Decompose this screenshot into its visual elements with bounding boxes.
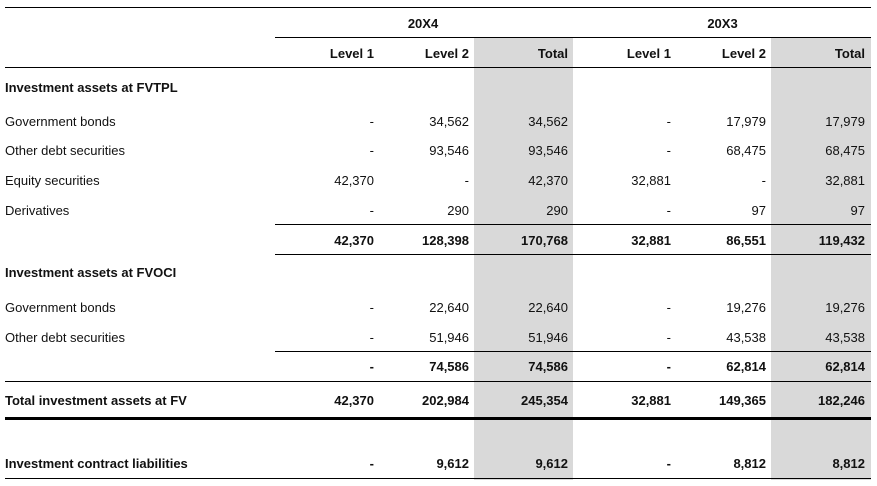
- cell-value: -: [666, 114, 671, 129]
- total-top-rule: [5, 381, 871, 382]
- col-header-level1-20x4: Level 1: [329, 46, 374, 61]
- total-column-shade-20x4: [474, 38, 573, 480]
- cell-value: 97: [751, 203, 766, 218]
- cell-value: -: [666, 330, 671, 345]
- row-label: Government bonds: [5, 300, 116, 315]
- col-header-total-20x4: Total: [537, 46, 568, 61]
- total-bottom-rule: [5, 417, 871, 420]
- cell-value: -: [666, 359, 671, 374]
- section-title-fvoci: Investment assets at FVOCI: [5, 265, 177, 280]
- cell-value: -: [761, 173, 766, 188]
- fvtpl-subtotal-top-rule: [275, 224, 871, 225]
- liabilities-label: Investment contract liabilities: [5, 456, 188, 471]
- cell-value: -: [666, 456, 671, 471]
- cell-value: 74,586: [429, 359, 469, 374]
- cell-value: 42,370: [528, 173, 568, 188]
- cell-value: -: [369, 359, 374, 374]
- cell-value: 32,881: [631, 233, 671, 248]
- row-label: Government bonds: [5, 114, 116, 129]
- cell-value: 8,812: [733, 456, 766, 471]
- cell-value: 32,881: [631, 173, 671, 188]
- total-column-shade-20x3: [771, 38, 871, 480]
- cell-value: 42,370: [334, 393, 374, 408]
- col-header-level1-20x3: Level 1: [626, 46, 671, 61]
- cell-value: 93,546: [528, 143, 568, 158]
- cell-value: -: [369, 456, 374, 471]
- cell-value: 22,640: [528, 300, 568, 315]
- cell-value: 32,881: [631, 393, 671, 408]
- cell-value: 17,979: [726, 114, 766, 129]
- cell-value: 19,276: [825, 300, 865, 315]
- cell-value: 51,946: [429, 330, 469, 345]
- cell-value: -: [369, 330, 374, 345]
- cell-value: 34,562: [528, 114, 568, 129]
- cell-value: 8,812: [832, 456, 865, 471]
- cell-value: 170,768: [521, 233, 568, 248]
- cell-value: 9,612: [535, 456, 568, 471]
- cell-value: 17,979: [825, 114, 865, 129]
- year-header-20x4: 20X4: [407, 16, 439, 31]
- col-header-total-20x3: Total: [834, 46, 865, 61]
- cell-value: 74,586: [528, 359, 568, 374]
- row-label: Other debt securities: [5, 143, 125, 158]
- cell-value: -: [369, 203, 374, 218]
- cell-value: 202,984: [422, 393, 469, 408]
- cell-value: -: [369, 300, 374, 315]
- cell-value: 290: [447, 203, 469, 218]
- cell-value: 9,612: [436, 456, 469, 471]
- cell-value: 62,814: [726, 359, 766, 374]
- cell-value: 42,370: [334, 173, 374, 188]
- col-header-level2-20x4: Level 2: [424, 46, 469, 61]
- cell-value: -: [666, 143, 671, 158]
- cell-value: 86,551: [726, 233, 766, 248]
- cell-value: 68,475: [726, 143, 766, 158]
- cell-value: 32,881: [825, 173, 865, 188]
- cell-value: 149,365: [719, 393, 766, 408]
- top-rule: [5, 7, 871, 8]
- cell-value: 42,370: [334, 233, 374, 248]
- header-rule: [5, 67, 871, 68]
- cell-value: 51,946: [528, 330, 568, 345]
- fvoci-subtotal-top-rule: [275, 351, 871, 352]
- cell-value: 43,538: [726, 330, 766, 345]
- cell-value: 34,562: [429, 114, 469, 129]
- cell-value: 19,276: [726, 300, 766, 315]
- row-label: Other debt securities: [5, 330, 125, 345]
- cell-value: -: [666, 300, 671, 315]
- cell-value: 62,814: [825, 359, 865, 374]
- cell-value: 22,640: [429, 300, 469, 315]
- cell-value: -: [464, 173, 469, 188]
- liabilities-bottom-rule: [5, 478, 871, 479]
- cell-value: 245,354: [521, 393, 568, 408]
- cell-value: -: [369, 114, 374, 129]
- cell-value: -: [666, 203, 671, 218]
- total-label: Total investment assets at FV: [5, 393, 187, 408]
- cell-value: 97: [850, 203, 865, 218]
- year-header-20x3: 20X3: [707, 16, 738, 31]
- col-header-level2-20x3: Level 2: [721, 46, 766, 61]
- cell-value: -: [369, 143, 374, 158]
- cell-value: 128,398: [422, 233, 469, 248]
- fvtpl-subtotal-bottom-rule: [275, 254, 871, 255]
- cell-value: 290: [546, 203, 568, 218]
- cell-value: 119,432: [818, 233, 865, 248]
- year-rule: [275, 37, 871, 38]
- cell-value: 68,475: [825, 143, 865, 158]
- row-label: Equity securities: [5, 173, 100, 188]
- cell-value: 43,538: [825, 330, 865, 345]
- row-label: Derivatives: [5, 203, 70, 218]
- cell-value: 93,546: [429, 143, 469, 158]
- section-title-fvtpl: Investment assets at FVTPL: [5, 80, 178, 95]
- cell-value: 182,246: [818, 393, 865, 408]
